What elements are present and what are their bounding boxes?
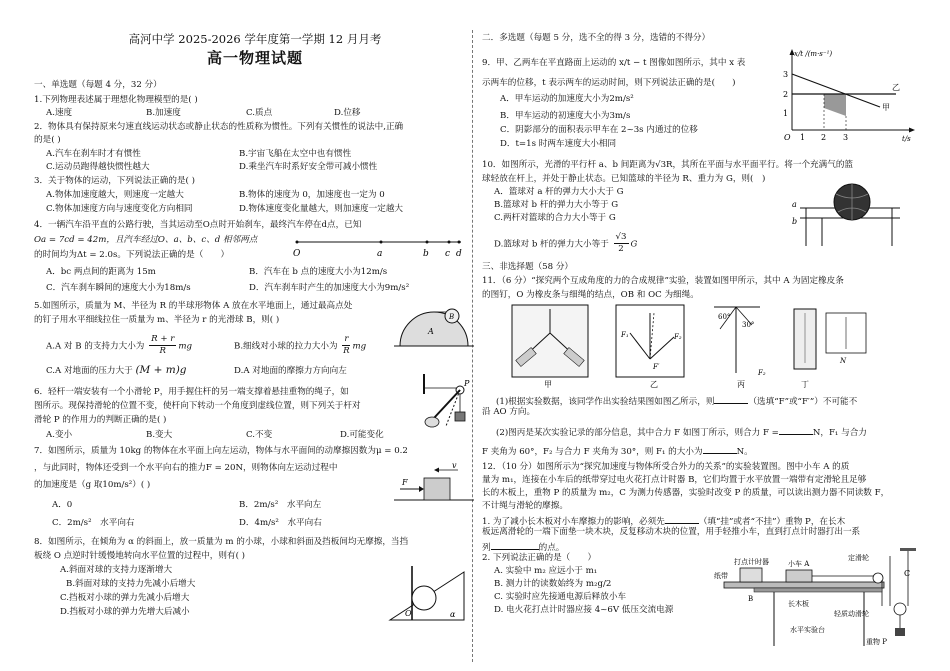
q12-label-weight: 重物 P xyxy=(866,638,887,646)
q12-apparatus-figure xyxy=(714,546,920,650)
q12-stem-3: 长的木板上，重物 P 的质量为 m₂，C 为测力传感器，实验时改变 P 的质量，可以读出测力器不同读数 F， xyxy=(482,488,890,498)
q10-option-d-g: G xyxy=(630,239,638,250)
q8-option-c: C.挡板对小球的弹力先减小后增大 xyxy=(60,593,190,603)
q9-ytick-2: 2 xyxy=(783,90,789,99)
q10-label-b: b xyxy=(792,217,798,226)
q4-stem-3: 的时间均为Δt = 2.0s。下列说法正确的是（ ） xyxy=(34,250,230,260)
q11-yi-f2: F₂ xyxy=(674,333,682,341)
q12-label-table: 水平实验台 xyxy=(790,626,825,634)
q11-part1-blank[interactable] xyxy=(714,394,748,404)
q12-part1-text-e: 的点。 xyxy=(538,543,565,553)
q10-option-b: B.篮球对 b 杆的弹力大小等于 G xyxy=(494,200,619,210)
q7-label-v: v xyxy=(452,461,457,470)
q12-part1-line2: 板远离滑轮的一端下面垫一块木块，反复移动木块的位置，用手轻推小车，直到打点计时器打出一系 xyxy=(482,527,861,537)
q9-option-c: C．阴影部分的面积表示甲车在 2~3s 内通过的位移 xyxy=(500,125,698,135)
q6-option-b: B.变大 xyxy=(146,430,173,440)
q5-option-b-num: r xyxy=(342,334,350,346)
q11-caption-jia: 甲 xyxy=(544,380,552,389)
q5-label-b: B xyxy=(449,313,455,321)
q3-option-b: B.物体的速度为 0，加速度也一定为 0 xyxy=(239,190,385,200)
q10-option-d-num: √3 xyxy=(614,232,629,244)
q5-option-c-text: C.A 对地面的压力大于 xyxy=(46,366,133,376)
q12-label-board: 长木板 xyxy=(788,600,809,608)
q4-option-b: B．汽车在 b 点的速度大小为12m/s xyxy=(249,267,388,277)
q11-ding-n: N xyxy=(840,357,847,365)
q12-label-timer: 打点计时器 xyxy=(734,558,769,566)
q4-point-a: a xyxy=(377,249,383,259)
q9-xtick-3: 3 xyxy=(843,133,849,142)
q6-label-p: P xyxy=(464,379,470,388)
exam-header: 高河中学 2025-2026 学年度第一学期 12 月月考 xyxy=(128,32,382,46)
q3-option-d: D.物体速度变化量越大，则加速度一定越大 xyxy=(239,204,404,214)
q7-option-b: B．2m/s² 水平向左 xyxy=(239,500,322,510)
q9-ytick-1: 1 xyxy=(783,109,789,118)
q1-option-d: D.位移 xyxy=(334,108,361,118)
q7-stem-2: ，与此同时，物体还受到一个水平向右的推力F = 20N，则物体向左运动过程中 xyxy=(34,463,338,473)
q9-xt-graph xyxy=(772,44,922,144)
q12-part1-blank-1[interactable] xyxy=(665,514,699,524)
q5-option-b-text: B.细线对小球的拉力大小为 xyxy=(234,341,338,352)
q9-option-b: B．甲车运动的初速度大小为3m/s xyxy=(500,111,631,121)
q11-part1-text-a: (1)根据实验数据，该同学作出实验结果图如图乙所示，则 xyxy=(496,397,715,407)
q10-option-a: A．篮球对 a 杆的弹力大小大于 G xyxy=(494,187,624,197)
q9-stem-2: 示两车的位移，t 表示两车的运动时间，则下列说法正确的是( ) xyxy=(482,78,736,88)
q11-part1-line1 xyxy=(496,394,857,408)
q6-option-a: A.变小 xyxy=(46,430,73,440)
q5-hemisphere-figure xyxy=(394,304,474,350)
q11-stem-2: 的图钉，O 为橡皮条与细绳的结点，OB 和 OC 为细绳。 xyxy=(482,290,699,300)
q11-part2-text-b: N，F₁ 与合力 xyxy=(812,428,867,438)
q6-stem-3: 滑轮 P 的作用力的判断正确的是( ) xyxy=(34,415,167,425)
q12-option-c: C. 实验时应先接通电源后释放小车 xyxy=(494,592,627,602)
q12-part2-stem: 2. 下列说法正确的是（ ） xyxy=(482,553,597,563)
q11-yi-f1: F₁ xyxy=(621,331,629,339)
q8-stem-1: 8．如图所示，在倾角为 α 的斜面上，放一质量为 m 的小球，小球和斜面及挡板间均无摩擦，当挡 xyxy=(34,537,409,547)
q1-option-b: B.加速度 xyxy=(146,108,181,118)
q11-part2-line2 xyxy=(482,444,753,458)
q12-label-sensor: C xyxy=(904,569,911,578)
q9-line-jia: 甲 xyxy=(882,103,890,112)
q5-option-a-mg: mg xyxy=(178,341,193,352)
q5-stem-1: 5.如图所示，质量为 M、半径为 R 的半球形物体 A 放在水平地面上，通过最高点处 xyxy=(34,301,353,311)
q4-stem-1: 4．一辆汽车沿平直的公路行驶，当其运动至O点时开始刹车，最终汽车停在d点，已知 xyxy=(34,220,362,230)
q5-option-b-fraction xyxy=(342,334,350,358)
q11-part2-text-a: (2)图丙是某次实验记录的部分信息，其中合力 F 如图丁所示，则合力 F = xyxy=(496,428,779,438)
q11-caption-ding: 丁 xyxy=(801,380,809,389)
q6-option-c: C.不变 xyxy=(246,430,273,440)
q6-stem-1: 6．轻杆一端安装有一个小滑轮 P，用手握住杆的另一端支撑着悬挂重物的绳子，如 xyxy=(34,387,349,397)
q11-yi-fp: F′ xyxy=(653,363,660,371)
q12-label-movable: 轻质动滑轮 xyxy=(834,610,869,618)
exam-subject-title: 高一物理试题 xyxy=(206,49,303,67)
q2-stem-2: 的是( ) xyxy=(34,135,61,145)
q11-part2-blank-1[interactable] xyxy=(779,425,813,435)
q11-angle-30: 30° xyxy=(742,321,755,329)
q11-caption-yi: 乙 xyxy=(650,380,658,389)
q5-option-c-expr: (M + m)g xyxy=(135,364,187,376)
q8-incline-figure xyxy=(386,548,466,626)
q3-option-c: C.物体加速度方向与速度变化方向相同 xyxy=(46,204,193,214)
q12-stem-4: 不计绳与滑轮的摩擦。 xyxy=(482,501,568,511)
q9-xtick-1: 1 xyxy=(800,133,806,142)
q11-part2-line1 xyxy=(496,425,867,439)
q5-option-c xyxy=(46,364,187,378)
q9-origin: O xyxy=(784,133,791,142)
q7-block-figure xyxy=(394,460,474,504)
q2-stem-1: 2．物体具有保持原来匀速直线运动状态或静止状态的性质称为惯性。下列有关惯性的说法中,正确 xyxy=(34,122,404,132)
q5-option-a-num: R + r xyxy=(149,334,176,346)
q12-option-d: D. 电火花打点计时器应接 4~6V 低压交流电源 xyxy=(494,605,674,615)
q2-option-d: D.乘坐汽车时系好安全带可减小惯性 xyxy=(239,162,378,172)
q8-option-a: A.斜面对球的支持力逐渐增大 xyxy=(60,565,173,575)
q5-option-a-den: R xyxy=(159,346,166,357)
section-2-title: 二．多选题（每题 5 分，选不全的得 3 分，选错的不得分） xyxy=(482,33,711,43)
q12-part1-text-d: 列 xyxy=(482,543,491,553)
q1-option-c: C.质点 xyxy=(246,108,273,118)
q10-option-d-text: D.篮球对 b 杆的弹力大小等于 xyxy=(494,239,609,250)
q5-option-a xyxy=(46,334,192,358)
q11-part1-line2: 沿 AO 方向。 xyxy=(482,407,536,417)
q11-part2-text-c: F 夹角为 60°，F₂ 与合力 F 夹角为 30°，则 F₁ 的大小为 xyxy=(482,447,703,457)
q7-label-f: F xyxy=(402,478,408,487)
q5-option-a-text: A.A 对 B 的支持力大小为 xyxy=(46,341,145,352)
q7-option-c: C．2m/s² 水平向右 xyxy=(52,518,135,528)
q10-option-d-den: 2 xyxy=(618,244,624,255)
q7-stem-3: 的加速度是（g 取10m/s²）( ) xyxy=(34,480,151,490)
q4-point-b: b xyxy=(423,249,429,259)
q9-option-a: A．甲车运动的加速度大小为2m/s² xyxy=(500,94,634,104)
q12-label-pulley: 定滑轮 xyxy=(848,554,869,562)
q5-stem-2: 的钉子用水平细线拉住一质量为 m、半径为 r 的光滑球 B，则( ) xyxy=(34,315,280,325)
q10-option-c: C.两杆对篮球的合力大小等于 G xyxy=(494,213,616,223)
q4-point-o: O xyxy=(293,249,301,259)
q5-option-b xyxy=(234,334,366,358)
q8-option-b: B.斜面对球的支持力先减小后增大 xyxy=(66,579,196,589)
section-3-title: 三、非选择题（58 分） xyxy=(482,262,574,272)
q10-stem-2: 球轻放在杆上，并处于静止状态。已知篮球的半径为 R、重力为 G，则( ) xyxy=(482,174,766,184)
q12-stem-2: 量为 m₁，连接在小车后的纸带穿过电火花打点计时器 B，它们均置于水平放置一端带有定滑轮且足够 xyxy=(482,475,867,485)
q10-basketball-figure xyxy=(792,180,912,250)
q5-option-a-fraction xyxy=(149,334,176,358)
q9-stem-1: 9．甲、乙两车在平直路面上运动的 x/t − t 图像如图所示，其中 x 表 xyxy=(482,58,746,68)
q5-label-a: A xyxy=(428,327,434,336)
q11-bing-f2: F₂ xyxy=(758,369,766,377)
q12-label-cart: 小车 A xyxy=(788,560,810,568)
q11-caption-bing: 丙 xyxy=(737,380,745,389)
q1-option-a: A.速度 xyxy=(46,108,73,118)
q11-angle-60: 60° xyxy=(718,313,731,321)
q7-option-d: D．4m/s² 水平向右 xyxy=(239,518,322,528)
q10-option-d xyxy=(494,232,637,256)
q8-stem-2: 板绕 O 点逆时针缓慢地转向水平位置的过程中，则有( ) xyxy=(34,551,246,561)
q4-point-c: c xyxy=(445,249,451,259)
q12-label-b: B xyxy=(748,595,754,603)
q2-option-a: A.汽车在刹车时才有惯性 xyxy=(46,149,141,159)
q4-option-c: C．汽车刹车瞬间的速度大小为18m/s xyxy=(46,283,191,293)
q4-points-line-figure xyxy=(289,234,469,262)
q1-stem: 1.下列物理表述属于理想化物理模型的是( ) xyxy=(34,95,198,105)
q12-option-a: A. 实验中 m₂ 应远小于 m₁ xyxy=(494,566,598,576)
q5-option-b-den: R xyxy=(343,346,350,357)
q10-label-a: a xyxy=(792,200,797,209)
q9-option-d: D．t=1s 时两车速度大小相同 xyxy=(500,139,617,149)
q4-point-d: d xyxy=(456,249,462,259)
q12-stem-1: 12．（10 分）如图所示为“探究加速度与物体所受合外力的关系”的实验装置图。图中小车 A 的质 xyxy=(482,462,850,472)
q9-xlabel: t/s xyxy=(902,135,911,143)
q11-part2-blank-2[interactable] xyxy=(703,444,737,454)
q9-line-yi: 乙 xyxy=(892,83,900,92)
q9-ytick-3: 3 xyxy=(783,70,789,79)
q2-option-c: C.运动员跑得越快惯性越大 xyxy=(46,162,150,172)
q4-option-a: A．bc 两点间的距离为 15m xyxy=(46,267,156,277)
q11-stem-1: 11．（6 分）“探究两个互成角度的力的合成规律”实验，装置如图甲所示，其中 A 为固定橡皮条 xyxy=(482,276,844,286)
q11-part2-text-d: N。 xyxy=(736,447,753,457)
q5-option-b-mg: mg xyxy=(352,341,367,352)
q8-label-o: O xyxy=(405,609,412,618)
q4-stem-2: Oa = 7cd = 42m，且汽车经过O、a、b、c、d 相邻两点 xyxy=(34,235,258,245)
q6-pulley-figure xyxy=(414,372,474,440)
q10-option-d-fraction xyxy=(614,232,629,256)
q7-stem-1: 7．如图所示，质量为 10kg 的物体在水平面上向左运动，物体与水平面间的动摩擦因数为μ = 0.2 xyxy=(34,446,408,456)
q12-part1-text-b: （填“挂”或者“不挂”）重物 P，在长木 xyxy=(698,517,846,527)
q6-option-d: D.可能变化 xyxy=(340,430,384,440)
q9-ylabel: x/t /(m·s⁻¹) xyxy=(794,50,833,58)
q4-option-d: D．汽车刹车时产生的加速度大小为9m/s² xyxy=(249,283,410,293)
section-1-title: 一、单选题（每题 4 分，32 分） xyxy=(34,80,162,90)
q2-option-b: B.宇宙飞船在太空中也有惯性 xyxy=(239,149,352,159)
q5-option-d: D.A 对地面的摩擦力方向向左 xyxy=(234,366,347,376)
q12-part1-blank-2[interactable] xyxy=(491,540,539,550)
q10-stem-1: 10．如图所示，光滑的平行杆 a、b 间距离为√3R，其所在平面与水平面平行。将一个充满气的篮 xyxy=(482,160,854,170)
q12-option-b: B. 测力计的读数始终为 m₂g/2 xyxy=(494,579,612,589)
q7-option-a: A．0 xyxy=(52,500,73,510)
q8-option-d: D.挡板对小球的弹力先增大后减小 xyxy=(60,607,190,617)
q11-part1-text-b: （选填“F”或“F′”）不可能不 xyxy=(748,397,858,407)
q12-part1-text-a: 1. 为了减小长木板对小车摩擦力的影响，必须先 xyxy=(482,517,665,527)
q9-xtick-2: 2 xyxy=(821,133,827,142)
q6-stem-2: 图所示。现保持滑轮的位置不变，使杆向下转动一个角度到虚线位置，则下列关于杆对 xyxy=(34,401,361,411)
q12-label-tape: 纸带 xyxy=(714,572,728,580)
q3-option-a: A.物体加速度越大，则速度一定越大 xyxy=(46,190,184,200)
q11-figures xyxy=(504,303,904,395)
q3-stem: 3．关于物体的运动，下列说法正确的是( ) xyxy=(34,176,195,186)
q8-label-alpha: α xyxy=(450,610,456,619)
